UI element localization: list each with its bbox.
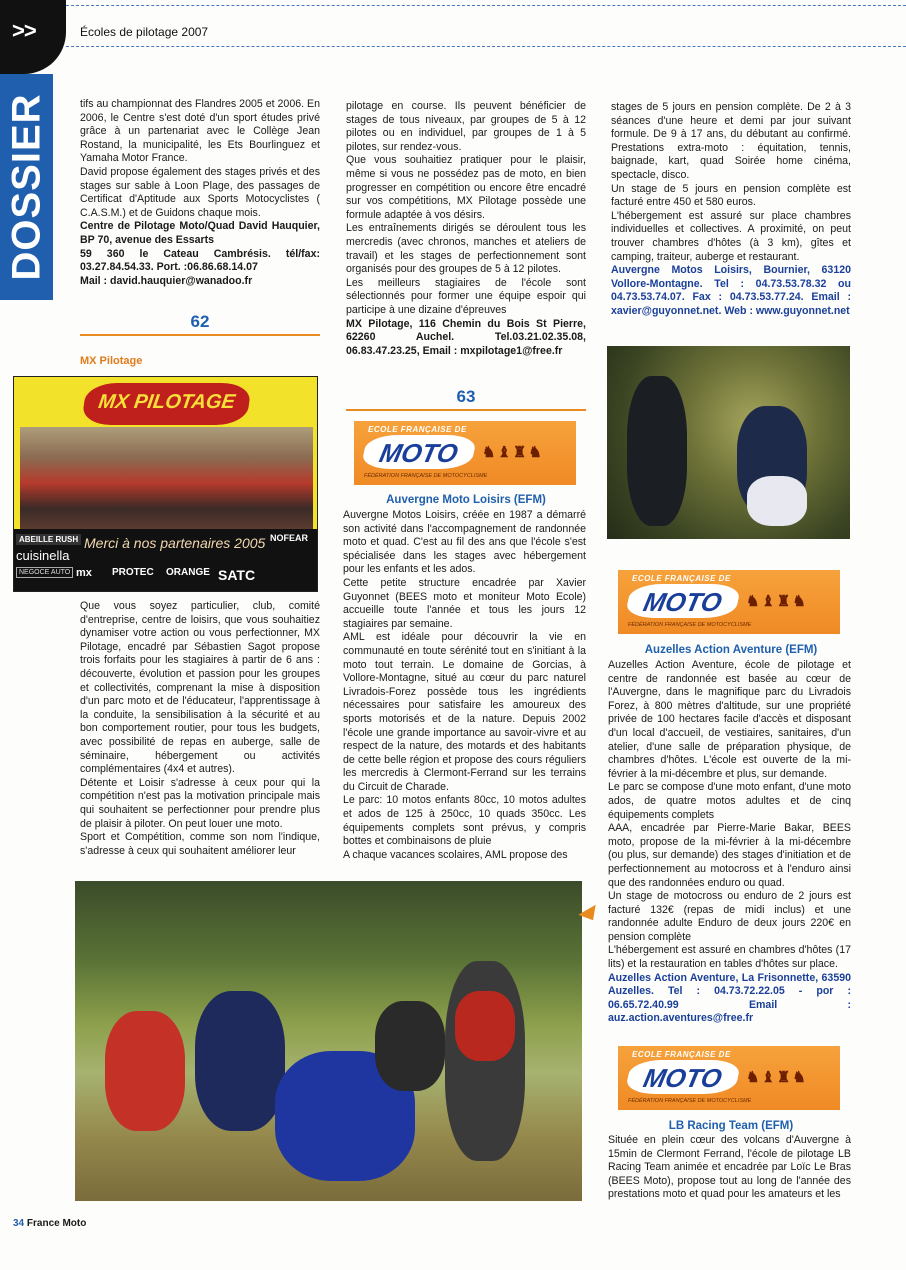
- paragraph: Auvergne Motos Loisirs, créée en 1987 a démarré son activité dans l'accompagnement de randonnée moto et quad. C'est au fil des ans que l'école s'est spécialisée dans les stages avec hébergement pour les enfants et les ados.: [343, 509, 586, 576]
- paragraph: Que vous soyez particulier, club, comité d'entreprise, centre de loisirs, que vous souhaitiez dynamiser votre action ou vous perfectionner, MX Pilotage, encadré par Sébastien Sagot propose trois forfaits pour les stagiaires à partir de 6 ans : découverte, évolution et passion pour les groupes et collectivités, comprenant la mise à disposition d'un parc moto et de l'éducateur, l'apprentissage à la conduite, la sensibilisation à la sécurité et au bon comportement routier, pour tous les budgets, avec possibilité de repas en auberge, salle de séminaire, hébergement ou activités complémentaires (4x4 et autres).: [80, 600, 320, 776]
- paragraph: Que vous souhaitiez pratiquer pour le plaisir, même si vous ne possédez pas de moto, en bien progresser en compétition ou encore être encadré sur vos compétitions, MX Pilotage possède une formule adaptée à vos désirs.: [346, 154, 586, 221]
- paragraph: L'hébergement est assuré sur place chambres individuelles et collectives. A proximité, on peut trouver chambres d'hôtes (à 3 km), gîtes et camping, traiteur, auberge et restaurant.: [611, 209, 851, 263]
- running-title: Écoles de pilotage 2007: [80, 25, 209, 39]
- sponsor-logo: NEGOCE AUTO: [16, 567, 73, 578]
- contact-block: Centre de Pilotage Moto/Quad David Hauquier, BP 70, avenue des Essarts: [80, 220, 320, 246]
- column-2-lower: [343, 509, 586, 862]
- mx-pilotage-logo: MX PILOTAGE: [81, 383, 252, 425]
- magazine-name: France Moto: [26, 1218, 87, 1229]
- group-photo: [20, 427, 313, 529]
- school-title: LB Racing Team (EFM): [668, 1120, 794, 1132]
- efm-logo: ECOLE FRANÇAISE DE MOTO FÉDÉRATION FRANÇAISE DE MOTOCYCLISME ♞♝♜♞: [618, 1046, 840, 1110]
- thanks-caption: Merci à nos partenaires 2005: [84, 535, 266, 551]
- paragraph: L'hébergement est assuré en chambres d'hôtes (17 lits) et la restauration en tables d'hôtes sur place.: [608, 944, 851, 971]
- contact-block: Auvergne Motos Loisirs, Bournier, 63120 Vollore-Montagne. Tel : 04.73.53.78.32 ou 04.73.53.74.07. Fax : 04.73.53.77.24. Email : xavier@guyonnet.net. Web : www.guyonnet.net: [611, 264, 851, 317]
- page-footer: [13, 1218, 86, 1229]
- page-number: 34: [13, 1218, 25, 1229]
- header-top-rule: [66, 5, 906, 6]
- header-rule: [66, 46, 906, 47]
- chevron-right-icon: >>: [12, 18, 36, 43]
- sponsor-strip: [14, 529, 317, 591]
- riders-group-photo: [75, 881, 582, 1201]
- paragraph: pilotage en course. Ils peuvent bénéficier de stages de tous niveaux, par groupes de 5 à 12 pilotes ou en individuel, par groupes de 1 à 5 pilotes, sur rendez-vous.: [346, 100, 586, 153]
- sponsor-logo: SATC: [218, 567, 256, 583]
- column-1-lower: [80, 600, 320, 858]
- sponsor-logo: ABEILLE RUSH: [16, 534, 81, 545]
- paragraph: AML est idéale pour découvrir la vie en communauté en toute sérénité tout en s'initiant à la moto tout terrain. Le domaine de Gorcias, à Vollore-Montagne, situé au cœur du parc naturel Livradois-Forez possède tous les ingrédients nécessaires pour satisfaire les amoureux des sports motorisés et de la nature. Depuis 2002 l'école une grande importance au savoir-vivre et au respect de la nature, des motards et des habitants de cette belle région et propose des cours réguliers les mercredis à Clermont-Ferrand sur les terrains du Circuit de Charade.: [343, 631, 586, 793]
- contact-block: MX Pilotage, 116 Chemin du Bois St Pierre, 62260 Auchel. Tel.03.21.02.35.08, 06.83.47.23.25, Email : mxpilotage1@free.fr: [346, 317, 586, 357]
- paragraph: Cette petite structure encadrée par Xavier Guyonnet (BEES moto et moniteur Moto Ecole) accueille toute l'année et tous les jours 12 stagiaires par semaine.: [343, 576, 586, 630]
- column-1: [80, 98, 320, 288]
- section-banner: [0, 74, 53, 300]
- efm-logo: ECOLE FRANÇAISE DE MOTO FÉDÉRATION FRANÇAISE DE MOTOCYCLISME ♞♝♜♞: [618, 570, 840, 634]
- paragraph: Les entraînements dirigés se déroulent tous les mercredis (avec chronos, manches et ateliers de travail) et les stages de perfectionnement sont organisés pour des groupes de 5 à 12 pilotes.: [346, 222, 586, 276]
- paragraph: Le parc se compose d'une moto enfant, d'une moto ados, de quatre motos adultes et de cinq équipements complets: [608, 781, 851, 821]
- column-3-middle: [608, 659, 851, 1026]
- mx-pilotage-photo: [13, 376, 318, 592]
- sponsor-logo: ORANGE: [166, 567, 210, 578]
- section-number: 62: [190, 312, 210, 331]
- paragraph: A chaque vacances scolaires, AML propose des: [343, 848, 568, 861]
- section-number: 63: [456, 387, 476, 406]
- instructor-child-photo: [607, 346, 850, 539]
- school-title: Auvergne Moto Loisirs (EFM): [386, 494, 546, 506]
- rider-icons: ♞♝♜♞: [746, 593, 808, 610]
- paragraph: stages de 5 jours en pension complète. De 2 à 3 séances d'une heure et demi par jour suivant formule. De 9 à 17 ans, du débutant au confirmé. Prestations extra-moto : équitation, tennis, baignade, kart, quad Soirée home cinéma, spectacle, disco.: [611, 101, 851, 181]
- column-2: [346, 100, 586, 358]
- sponsor-logo: PROTEC: [112, 567, 154, 578]
- section-rule: [346, 409, 586, 411]
- paragraph: David propose également des stages privés et des stages sur sable à Loon Plage, des passages de Certificat d'Aptitude aux Sports Motocyclistes ( C.A.S.M.) et de Guidons chaque mois.: [80, 165, 320, 219]
- sponsor-logo: cuisinella: [16, 548, 70, 563]
- section-label: DOSSIER: [4, 93, 48, 281]
- sponsor-logo: mx: [76, 567, 92, 579]
- paragraph: Détente et Loisir s'adresse à ceux pour qui la compétition n'est pas la motivation principale mais qui souhaitent se perfectionner pour prendre plus de plaisir à piloter. On peut louer une moto.: [80, 776, 320, 830]
- paragraph: Un stage de motocross ou enduro de 2 jours est facturé 132€ (repas de midi inclus) et une randonnée adulte Enduro de deux jours 220€ en pension complète: [608, 890, 851, 943]
- contact-block: 59 360 le Cateau Cambrésis. tél/fax: 03.27.84.54.33. Port. :06.86.68.14.07: [80, 247, 320, 274]
- paragraph: Les meilleurs stagiaires de l'école sont sélectionnés pour former une équipe espoir qui participe à une dizaine d'épreuves: [346, 276, 586, 316]
- school-title: Auzelles Action Aventure (EFM): [644, 644, 818, 656]
- paragraph: Auzelles Action Aventure, école de pilotage et centre de randonnée est basée au cœur de l'Auvergne, dans le magnifique parc du Livradois Forez, à 800 mètres d'altitude, sur une propriété privée de 100 hectares facile d'accès et disposant d'un local d'accueil, de vestiaires, sanitaires, d'un atelier, d'une salle de préparation physique, de chambres d'hôtes. L'école est ouverte de la mi-février à la mi-décembre et plus, sur demande.: [608, 659, 851, 780]
- rider-icons: ♞♝♜♞: [482, 444, 544, 461]
- efm-logo: ECOLE FRANÇAISE DE MOTO FÉDÉRATION FRANÇAISE DE MOTOCYCLISME ♞♝♜♞: [354, 421, 576, 485]
- column-3: [611, 101, 851, 319]
- sponsor-logo: NOFEAR: [270, 533, 308, 543]
- contact-block: Auzelles Action Aventure, La Frisonnette, 63590 Auzelles. Tel : 04.73.72.22.05 - por : 06.65.72.40.99 Email : auz.action.aventures@free.fr: [608, 971, 851, 1025]
- paragraph: Sport et Compétition, comme son nom l'indique, s'adresse à ceux qui souhaitent améliorer leur: [80, 831, 320, 857]
- rider-icons: ♞♝♜♞: [746, 1069, 808, 1086]
- paragraph: Un stage de 5 jours en pension complète est facturé entre 450 et 580 euros.: [611, 182, 851, 209]
- paragraph: tifs au championnat des Flandres 2005 et 2006. En 2006, le Centre s'est doté d'un sport études privé grâce à un partenariat avec le Collège Jean Rostand, la municipalité, les Ets Bourlinguez et Yamaha Motor France.: [80, 98, 320, 165]
- paragraph: Le parc: 10 motos enfants 80cc, 10 motos adultes et ados de 125 à 250cc, 10 quads 350cc. Les équipements complets sont prévus, y compris bottes et combinaisons de pluie: [343, 794, 586, 848]
- contact-email: Mail : david.hauquier@wanadoo.fr: [80, 274, 253, 287]
- column-3-lower: [608, 1134, 851, 1202]
- section-rule: [80, 334, 320, 336]
- section-subtitle: MX Pilotage: [80, 355, 143, 367]
- paragraph: AAA, encadrée par Pierre-Marie Bakar, BEES moto, propose de la mi-février à la mi-décembre (ou plus, sur demande) des stages d'initiation et de perfectionnement au motocross et à l'enduro ainsi que des randonnées enduro ou quad.: [608, 822, 851, 889]
- paragraph: Située en plein cœur des volcans d'Auvergne à 15min de Clermont Ferrand, l'école de pilotage LB Racing Team animée et encadrée par Loïc Le Bras (BEES Moto), propose tout au long de l'année des prestations moto et quad pour les amateurs et les: [608, 1134, 851, 1201]
